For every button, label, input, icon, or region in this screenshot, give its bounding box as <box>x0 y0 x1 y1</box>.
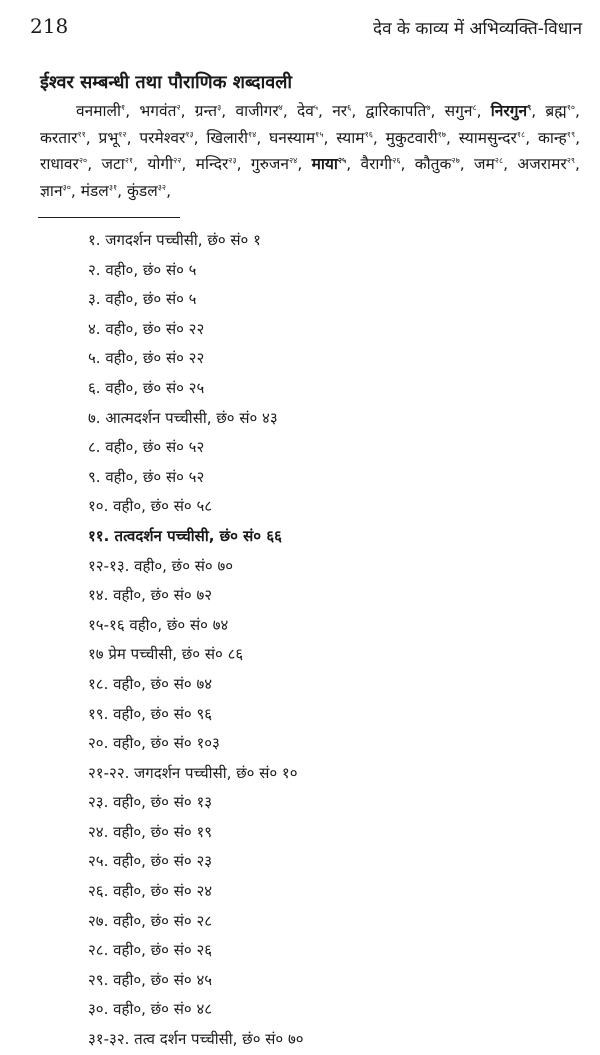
footnote-entry: २१-२२. जगदर्शन पच्चीसी, छं० सं० १० <box>88 763 298 782</box>
vocab-term <box>81 182 117 200</box>
term-word: स्याम <box>336 128 365 147</box>
footnote-entry: २८. वही०, छं० सं० २६ <box>88 941 213 960</box>
footnote-entry: ३०. वही०, छं० सं० ४८ <box>88 1000 213 1019</box>
term-word: सगुन <box>444 102 473 120</box>
footnote-ref: १५ <box>315 129 324 139</box>
term-word: निरगुन <box>490 102 528 120</box>
footnote-ref: २४ <box>289 155 298 165</box>
vocab-term <box>360 155 400 173</box>
footnote-entry: १. जगदर्शन पच्चीसी, छं० सं० १ <box>88 231 261 249</box>
vocab-term <box>206 129 256 147</box>
vocab-term <box>365 102 430 120</box>
footnote-ref: २९ <box>566 155 576 165</box>
term-word: कान्ह <box>537 128 567 147</box>
footnote-entry: ५. वही०, छं० सं० २२ <box>88 349 205 368</box>
vocab-term <box>235 102 282 120</box>
footnote-ref: १८ <box>516 129 526 139</box>
footnote-entry: २४. वही०, छं० सं० १९ <box>88 822 213 841</box>
term-word: वाजीगर <box>235 102 279 120</box>
vocab-term <box>40 155 87 173</box>
section-heading: ईश्वर सम्बन्धी तथा पौराणिक शब्दावली <box>40 72 293 93</box>
footnote-entry: २३. वही०, छं० सं० १३ <box>88 793 213 812</box>
term-word: गुरुजन <box>250 155 290 173</box>
footnote-ref: १२ <box>118 129 127 139</box>
vocab-term <box>332 102 351 120</box>
vocab-term <box>459 129 525 147</box>
vocab-term <box>297 102 318 120</box>
term-word: कुंडल <box>127 181 158 200</box>
vocab-term <box>195 102 222 120</box>
term-word: जटा <box>101 155 125 173</box>
vocab-term <box>545 102 575 120</box>
footnote-ref: ७ <box>426 102 431 112</box>
vocab-term <box>147 155 181 173</box>
footnote-ref: ३० <box>62 182 71 192</box>
footnote-ref: १ <box>121 102 126 112</box>
term-word: माया <box>311 155 338 173</box>
term-word: योगी <box>147 155 174 173</box>
term-word: खिलारी <box>206 128 248 147</box>
term-word: ब्रह्म <box>545 102 567 120</box>
vocab-term <box>312 155 347 173</box>
term-word: मन्दिर <box>195 155 229 173</box>
term-word: ज्ञान <box>40 181 63 200</box>
term-word: अजरामर <box>517 155 567 173</box>
footnote-list <box>88 226 588 1055</box>
term-word: ग्रन्त <box>194 102 218 120</box>
term-word: प्रभू <box>98 128 119 147</box>
term-word: परमेश्वर <box>139 128 186 147</box>
term-word: मुकुटवारी <box>385 128 438 147</box>
footnote-entry: २. वही०, छं० सं० ५ <box>88 260 197 279</box>
footnote-ref: १० <box>566 102 576 112</box>
footnote-ref: ११ <box>77 129 86 139</box>
footnote-ref: १३ <box>185 129 194 139</box>
footnote-ref: ६ <box>347 102 352 112</box>
footnote-ref: ३१ <box>108 182 118 192</box>
footnote-ref: २१ <box>124 155 134 165</box>
footnote-entry: १८. वही०, छं० सं० ७४ <box>88 674 213 693</box>
vocabulary-paragraph: वनमाली$^१$, भगवंत$^२$, ग्रन्त$^३$, वाजीगर$^४$, देव$^५$, नर$^६$, द्वारिकापति$^७$, सगुन$^८$, निरगुन$^९$, ब्रह्म$^{१०}$, करतार$^{११}$, प्रभू$^{१२}$, परमेश्वर$^{१३}$, खिलारी$^{१४}$, घनस्याम$^{१५}$, स्याम$^{१६}$, मुकुटवारी$^{१७}$, स्यामसुन्दर$^{१८}$, कान्ह$^{१९}$, राधावर$^{२०}$, जटा$^{२१}$, योगी$^{२२}$, मन्दिर$^{२३}$, गुरुजन$^{२४}$, माया$^{२५}$, वैरागी$^{२६}$, कौतुक$^{२७}$, जम$^{२८}$, अजरामर$^{२९}$, ज्ञान$^{३०}$, मंडल$^{३१}$, कुंडल$^{३२}$, <box>40 102 581 200</box>
footnote-ref: २६ <box>392 155 401 165</box>
vocab-term <box>40 129 86 147</box>
footnote-entry: ९. वही०, छं० सं० ५२ <box>88 467 205 486</box>
vocab-term <box>386 129 446 147</box>
footnote-entry: ६. वही०, छं० सं० २५ <box>88 378 205 397</box>
term-word: वैरागी <box>360 155 393 173</box>
term-word: द्वारिकापति <box>365 102 427 120</box>
footnote-entry: १२-१३. वही०, छं० सं० ७० <box>88 556 234 575</box>
vocab-term <box>491 102 531 120</box>
footnote-ref: २० <box>78 155 88 165</box>
footnote-ref: ९ <box>527 102 532 112</box>
footnote-ref: १६ <box>364 129 373 139</box>
footnote-entry: १९. वही०, छं० सं० ९६ <box>88 704 213 723</box>
footnote-ref: ८ <box>472 102 477 112</box>
footnote-ref: २७ <box>451 155 460 165</box>
footnote-ref: ४ <box>278 102 283 112</box>
footnote-ref: २३ <box>228 155 237 165</box>
term-word: कौतुक <box>414 155 452 173</box>
vocab-term <box>415 155 460 173</box>
footnote-ref: २२ <box>173 155 182 165</box>
footnote-ref: ३२ <box>157 182 167 192</box>
footnote-ref: १७ <box>437 129 446 139</box>
footnote-ref: १९ <box>566 129 576 139</box>
term-word: भगवंत <box>139 102 177 120</box>
footnote-entry: २६. वही०, छं० सं० २४ <box>88 882 213 901</box>
vocab-term <box>538 129 575 147</box>
vocab-term <box>517 155 575 173</box>
footnote-entry: १४. वही०, छं० सं० ७२ <box>88 586 213 605</box>
term-word: करतार <box>40 128 78 147</box>
vocab-term <box>76 102 125 120</box>
footnote-entry: १०. वही०, छं० सं० ५८ <box>88 497 213 516</box>
vocab-term <box>269 129 323 147</box>
vocab-term <box>127 182 166 200</box>
footnote-entry: २७. वही०, छं० सं० २८ <box>88 911 213 930</box>
vocab-term <box>196 155 237 173</box>
vocab-term <box>101 155 133 173</box>
page-header <box>30 14 582 44</box>
vocab-term <box>40 182 71 200</box>
footnote-ref: २८ <box>494 155 504 165</box>
term-word: राधावर <box>40 155 79 173</box>
vocab-term <box>445 102 477 120</box>
term-word: स्यामसुन्दर <box>458 128 517 147</box>
footnote-divider <box>38 217 180 218</box>
footnote-ref: २ <box>176 102 181 112</box>
footnote-entry: १५-१६ वही०, छं० सं० ७४ <box>88 615 229 634</box>
vocab-term <box>99 129 127 147</box>
term-word: घनस्याम <box>269 128 316 147</box>
term-word: देव <box>297 102 314 120</box>
vocab-term <box>251 155 297 173</box>
term-word: जम <box>474 155 495 173</box>
term-word: मंडल <box>80 181 109 200</box>
footnote-entry: ८. वही०, छं० सं० ५२ <box>88 438 205 457</box>
footnote-entry: १७ प्रेम पच्चीसी, छं० सं० ८६ <box>88 645 244 664</box>
term-word: नर <box>332 102 348 120</box>
footnote-ref: २५ <box>337 155 347 165</box>
footnote-entry: २०. वही०, छं० सं० १०३ <box>88 734 220 753</box>
running-title: देव के काव्य में अभिव्यक्ति-विधान <box>373 19 582 39</box>
vocab-term <box>474 155 503 173</box>
footnote-entry: ११. तत्वदर्शन पच्चीसी, छं० सं० ६६ <box>88 526 282 545</box>
footnote-ref: १४ <box>247 129 257 139</box>
footnote-entry: ३१-३२. तत्व दर्शन पच्चीसी, छं० सं० ७० <box>88 1030 304 1049</box>
footnote-entry: २९. वही०, छं० सं० ४५ <box>88 970 213 989</box>
footnote-entry: ७. आत्मदर्शन पच्चीसी, छं० सं० ४३ <box>88 408 278 427</box>
term-word: वनमाली <box>76 102 122 120</box>
footnote-ref: ३ <box>217 102 222 112</box>
footnote-entry: ३. वही०, छं० सं० ५ <box>88 290 197 309</box>
footnote-ref: ५ <box>313 102 319 112</box>
page-number: 218 <box>30 14 69 38</box>
vocab-term <box>336 129 373 147</box>
vocab-term <box>139 102 180 120</box>
footnote-entry: ४. वही०, छं० सं० २२ <box>88 319 205 338</box>
vocab-term <box>139 129 193 147</box>
footnote-entry: २५. वही०, छं० सं० २३ <box>88 852 213 871</box>
